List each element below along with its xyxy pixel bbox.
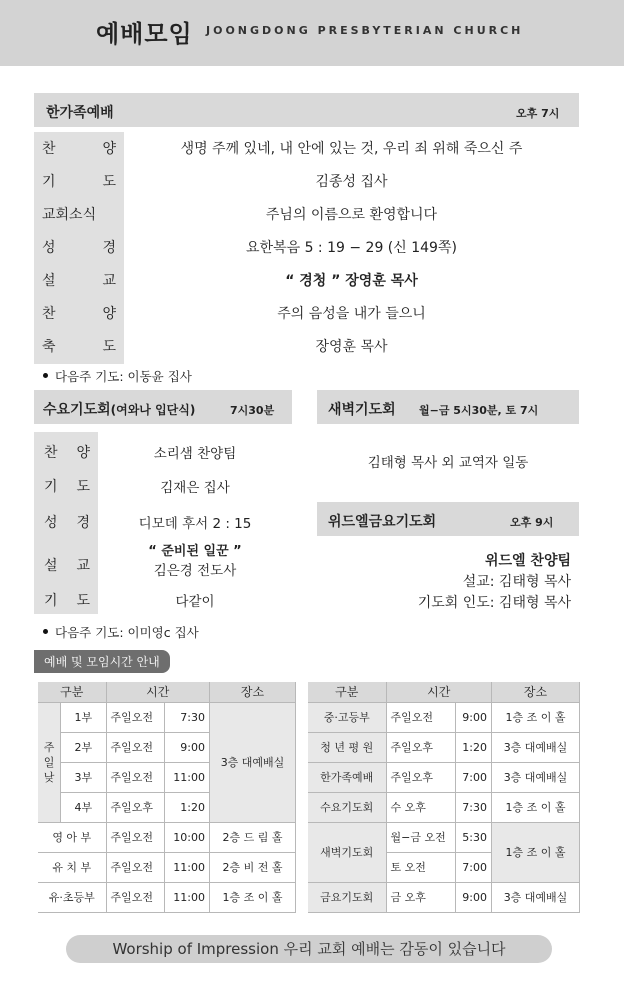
- family-worship-title: 한가족예배: [46, 105, 114, 121]
- schedule-cell: 월−금 오전: [386, 822, 456, 852]
- order-value: 소리샘 찬양팀: [153, 446, 237, 462]
- order-label: 설 교: [44, 558, 90, 574]
- schedule-cell: 주일오전: [106, 882, 164, 912]
- order-value: 주님의 이름으로 환영합니다: [265, 207, 438, 223]
- order-value-sub: 김은경 전도사: [153, 563, 237, 579]
- schedule-cell: 5:30: [456, 822, 492, 852]
- friday-time: 오후 9시: [510, 516, 554, 529]
- friday-lead: 기도회 인도: 김태형 목사: [417, 595, 571, 611]
- page-title: 예배모임: [96, 20, 193, 48]
- schedule-cell: 9:00: [456, 882, 492, 912]
- schedule-cell: 토 오전: [386, 852, 456, 882]
- schedule-cell: 주일오후: [386, 732, 456, 762]
- schedule-cell: 1:20: [164, 792, 209, 822]
- bullet-dot: [43, 629, 48, 634]
- wednesday-time: 7시30분: [230, 404, 275, 417]
- table-row: [308, 792, 580, 822]
- schedule-cell: 7:30: [456, 792, 492, 822]
- dawn-time: 월−금 5시30분, 토 7시: [419, 404, 539, 417]
- order-value: 다같이: [175, 594, 215, 610]
- schedule-cell: 4부: [61, 792, 106, 822]
- order-label: 성 경: [44, 515, 90, 531]
- schedule-cell: 유 치 부: [38, 852, 106, 882]
- schedule-cell: 3층 대예배실: [492, 882, 580, 912]
- church-name: JOONGDONG PRESBYTERIAN CHURCH: [206, 24, 524, 37]
- schedule-cell: 9:00: [456, 702, 492, 732]
- dawn-leader: 김태형 목사 외 교역자 일동: [367, 455, 529, 471]
- family-worship-time: 오후 7시: [516, 107, 560, 120]
- friday-team: 위드엘 찬양팀: [484, 553, 571, 569]
- order-value: 디모데 후서 2 : 15: [138, 516, 252, 532]
- schedule-cell: 1부: [61, 702, 106, 732]
- table-header-row: [38, 682, 296, 702]
- schedule-cell: 7:00: [456, 762, 492, 792]
- table-header-row: [308, 682, 580, 702]
- schedule-cell: 11:00: [164, 882, 209, 912]
- schedule-cell: 주일오전: [106, 732, 164, 762]
- schedule-cell: 한가족예배: [308, 762, 386, 792]
- schedule-cell: 수요기도회: [308, 792, 386, 822]
- schedule-cell: 2부: [61, 732, 106, 762]
- order-value: “ 준비된 일꾼 ”: [148, 544, 242, 559]
- schedule-cell: 주일오전: [106, 702, 164, 732]
- order-label: 교회소식: [42, 207, 97, 223]
- order-label: 찬 양: [42, 306, 116, 322]
- schedule-cell: 7:00: [456, 852, 492, 882]
- friday-title: 위드엘금요기도회: [328, 514, 437, 530]
- schedule-cell: 1층 조 이 홀: [492, 792, 580, 822]
- friday-sermon: 설교: 김태형 목사: [462, 574, 571, 590]
- schedule-cell: 금 오후: [386, 882, 456, 912]
- schedule-table-right: [308, 682, 580, 913]
- family-next-prayer: 다음주 기도: 이동윤 집사: [55, 369, 192, 384]
- column-header: 시간: [106, 682, 210, 702]
- table-row: [308, 822, 580, 852]
- schedule-cell: 주일오전: [106, 762, 164, 792]
- schedule-cell: 주일오전: [386, 702, 456, 732]
- schedule-cell: 영 아 부: [38, 822, 106, 852]
- table-row: [38, 882, 296, 912]
- schedule-cell: 10:00: [164, 822, 209, 852]
- order-label: 축 도: [42, 339, 116, 355]
- schedule-cell: 2층 드 림 홀: [210, 822, 296, 852]
- schedule-cell: 중·고등부: [308, 702, 386, 732]
- order-label: 기 도: [44, 593, 90, 609]
- schedule-cell: 새벽기도회: [308, 822, 386, 882]
- column-header: 장소: [210, 682, 296, 702]
- schedule-cell: 주일오후: [386, 762, 456, 792]
- dawn-title: 새벽기도회: [328, 402, 396, 418]
- order-value: 김재은 집사: [160, 480, 230, 496]
- column-header: 시간: [386, 682, 492, 702]
- bullet-dot: [43, 373, 48, 378]
- schedule-cell: 1층 조 이 홀: [492, 702, 580, 732]
- order-label: 성 경: [42, 240, 116, 256]
- table-row: [308, 702, 580, 732]
- schedule-cell: 11:00: [164, 852, 209, 882]
- schedule-title: 예배 및 모임시간 안내: [34, 650, 170, 673]
- order-value: 주의 음성을 내가 들으니: [277, 306, 426, 322]
- wednesday-next-prayer: 다음주 기도: 이미영c 집사: [55, 625, 199, 640]
- schedule-cell: 주일오후: [106, 792, 164, 822]
- order-label: 설 교: [42, 273, 116, 289]
- column-header: 장소: [492, 682, 580, 702]
- order-label: 찬 양: [42, 141, 116, 157]
- schedule-cell: 1층 조 이 홀: [492, 822, 580, 882]
- schedule-cell: 3부: [61, 762, 106, 792]
- table-row: [308, 762, 580, 792]
- table-row: [38, 852, 296, 882]
- schedule-cell: 주일오전: [106, 852, 164, 882]
- table-row: [38, 702, 296, 732]
- schedule-cell: 유·초등부: [38, 882, 106, 912]
- column-header: 구분: [308, 682, 386, 702]
- table-row: [38, 822, 296, 852]
- schedule-cell: 주일낮: [38, 702, 61, 822]
- schedule-cell: 2층 비 전 홀: [210, 852, 296, 882]
- schedule-cell: 수 오후: [386, 792, 456, 822]
- footer-slogan: Worship of Impression 우리 교회 예배는 감동이 있습니다: [66, 935, 552, 963]
- column-header: 구분: [38, 682, 106, 702]
- schedule-cell: 주일오전: [106, 822, 164, 852]
- schedule-cell: 3층 대예배실: [492, 762, 580, 792]
- table-row: [308, 882, 580, 912]
- order-label: 기 도: [42, 174, 116, 190]
- order-value: 김종성 집사: [315, 174, 388, 190]
- schedule-cell: 9:00: [164, 732, 209, 762]
- order-value: 생명 주께 있네, 내 안에 있는 것, 우리 죄 위해 죽으신 주: [180, 141, 523, 157]
- schedule-cell: 3층 대예배실: [492, 732, 580, 762]
- schedule-cell: 3층 대예배실: [210, 702, 296, 822]
- order-label: 기 도: [44, 479, 90, 495]
- order-label: 찬 양: [44, 445, 90, 461]
- schedule-cell: 1:20: [456, 732, 492, 762]
- order-value: 요한복음 5 : 19 − 29 (신 149쪽): [246, 240, 457, 256]
- order-value: “ 경청 ” 장영훈 목사: [285, 273, 418, 289]
- schedule-cell: 11:00: [164, 762, 209, 792]
- table-row: [308, 732, 580, 762]
- schedule-cell: 청 년 평 원: [308, 732, 386, 762]
- family-worship-bar: [34, 93, 579, 127]
- schedule-cell: 금요기도회: [308, 882, 386, 912]
- schedule-table-left: [38, 682, 296, 913]
- wednesday-title: 수요기도회(여와나 입단식): [43, 402, 196, 418]
- order-value: 장영훈 목사: [315, 339, 388, 355]
- schedule-cell: 7:30: [164, 702, 209, 732]
- schedule-cell: 1층 조 이 홀: [210, 882, 296, 912]
